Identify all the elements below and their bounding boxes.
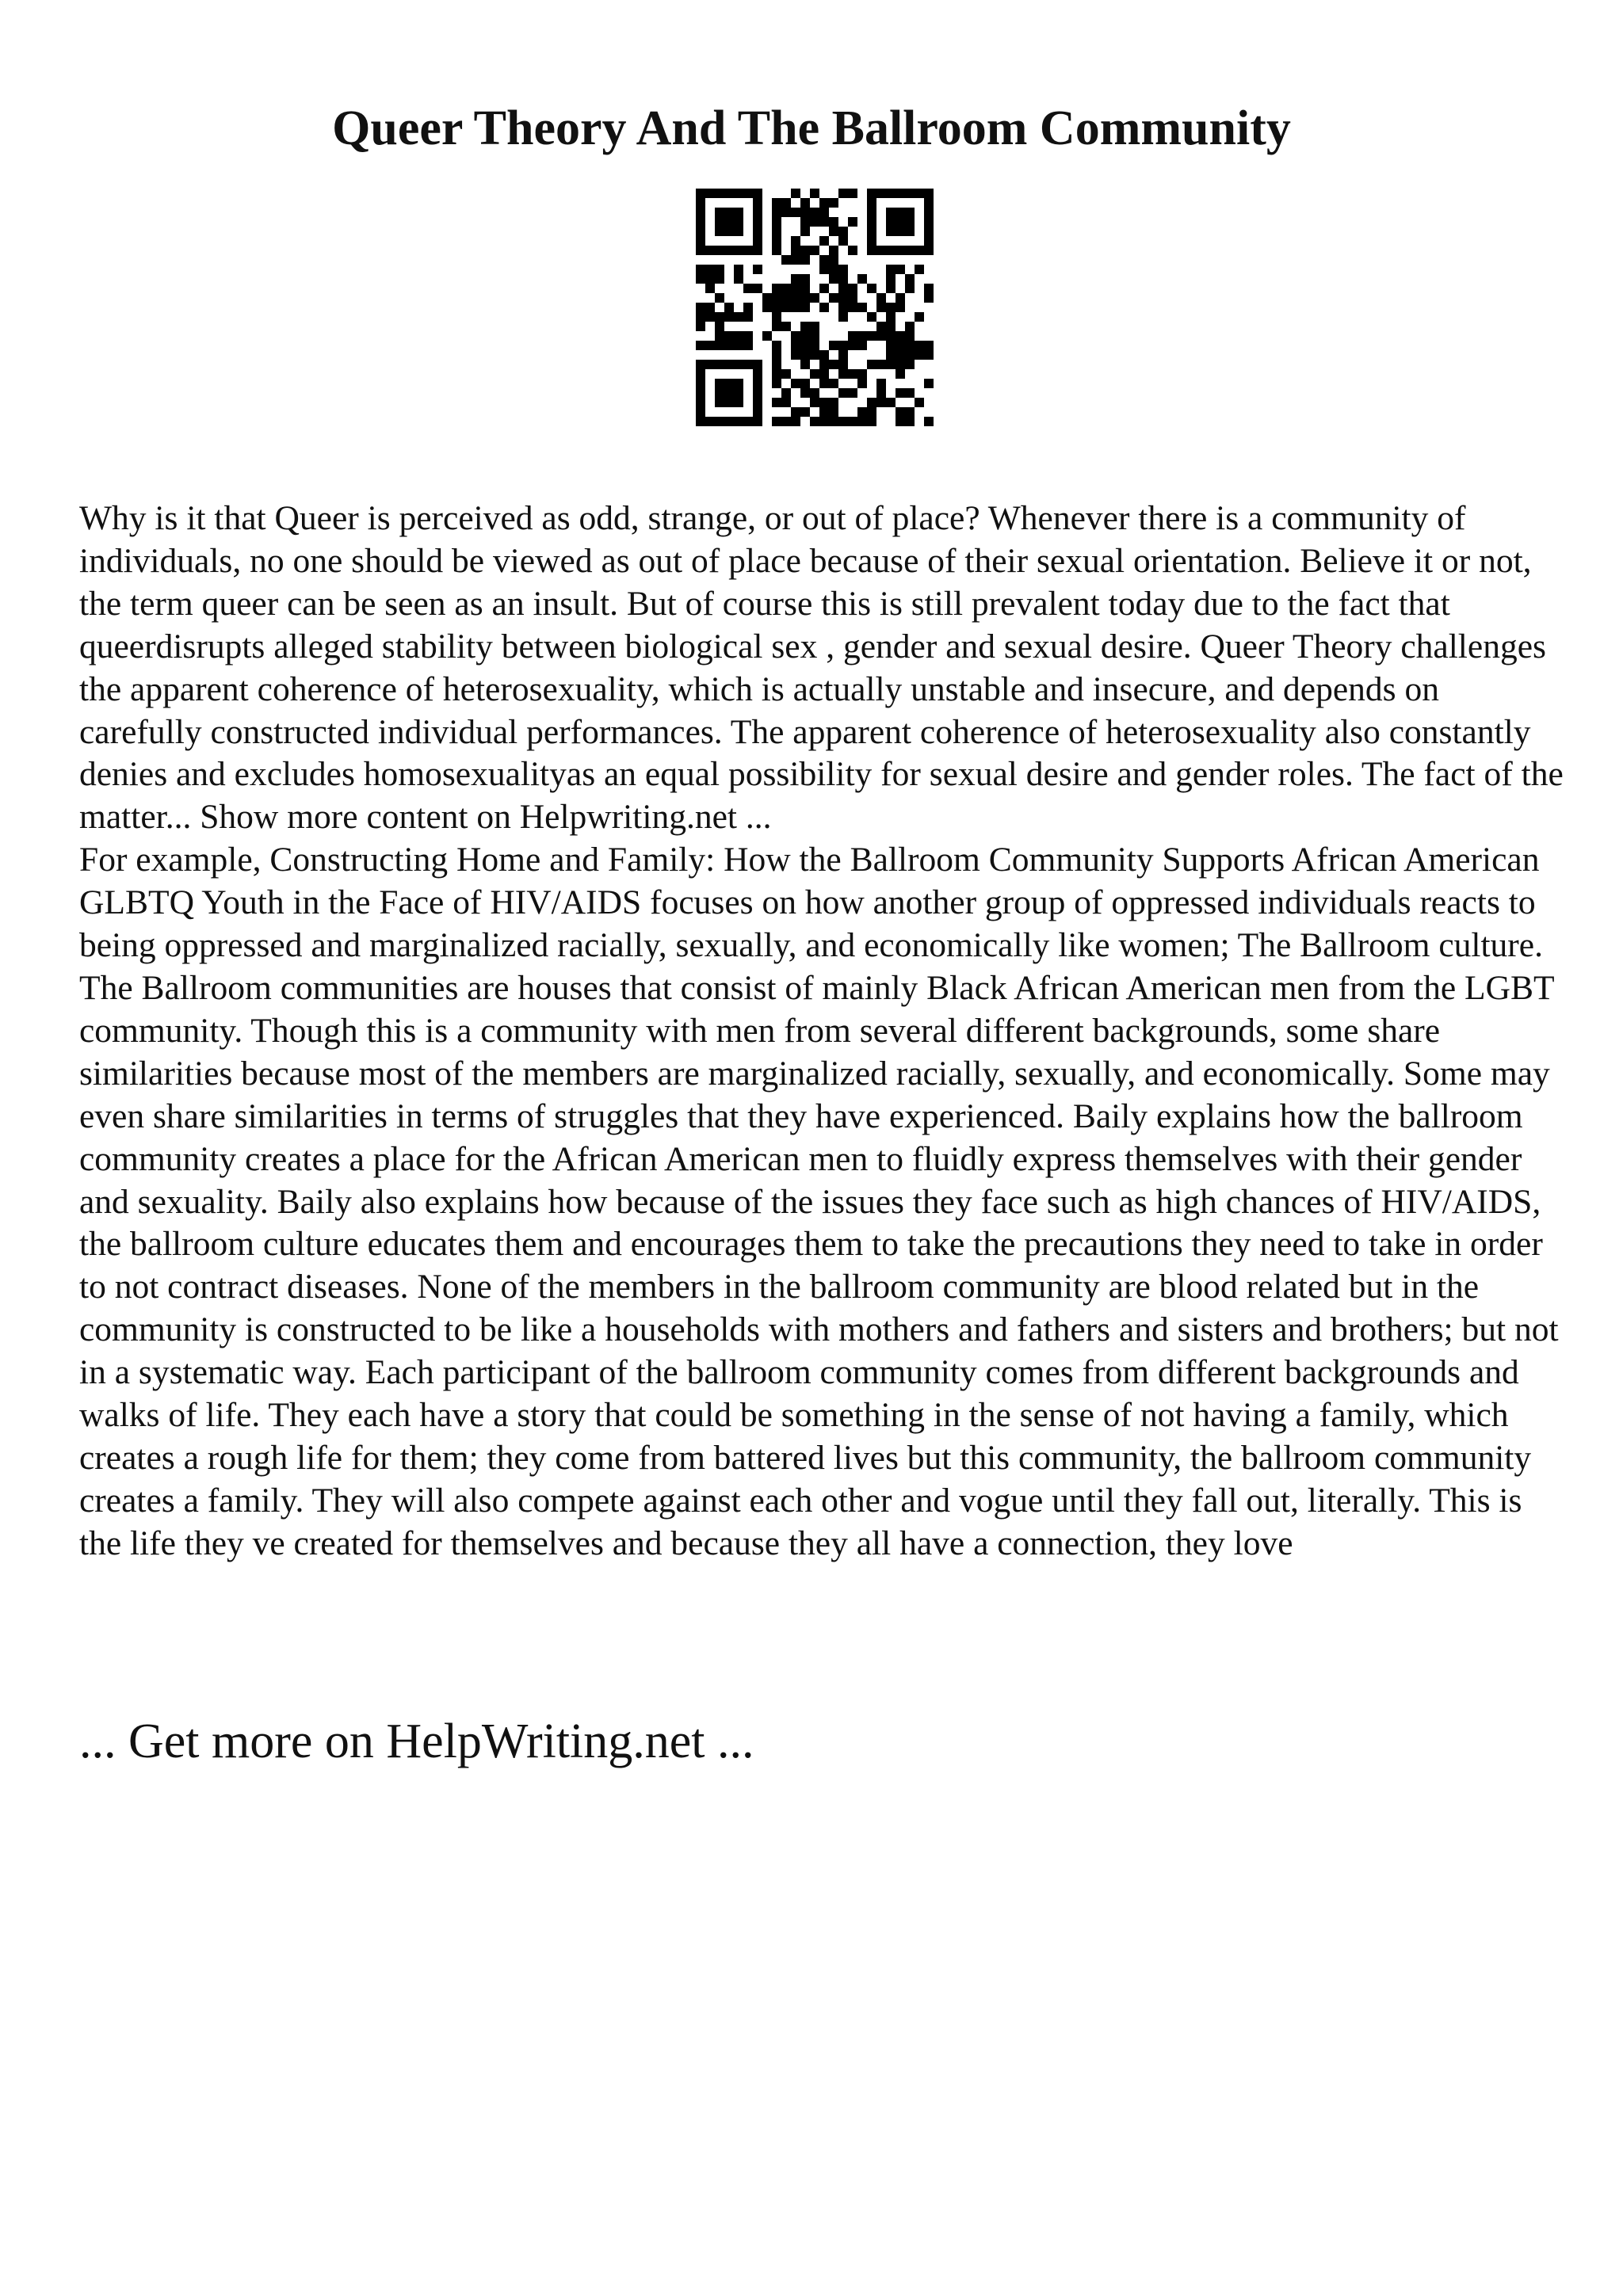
get-more-link[interactable]: ... Get more on HelpWriting.net ... (79, 1714, 754, 1768)
document-title: Queer Theory And The Ballroom Community (332, 101, 1291, 155)
body-text (79, 498, 1569, 1566)
qr-code-icon[interactable] (696, 189, 934, 426)
paragraph-example: For example, Constructing Home and Family: How the Ballroom Community Supports African American GLBTQ Youth in the Face of HIV/AIDS focuses on how another group of oppressed individuals reacts to being oppressed and marginalized racially, sexually, and economically like women; The Ballroom culture. The Ballroom communities are houses that consist of mainly Black African American men from the LGBT community. Though this is a community with men from several different backgrounds, some share similarities because most of the members are marginalized racially, sexually, and economically. Some may even share similarities in terms of struggles that they have experienced. Baily explains how the ballroom community creates a place for the African American men to fluidly express themselves with their gender and sexuality. Baily also explains how because of the issues they face such as high chances of HIV/AIDS, the ballroom culture educates them and encourages them to take the precautions they need to take in order to not contract diseases. None of the members in the ballroom community are blood related but in the community is constructed to be like a households with mothers and fathers and sisters and brothers; but not in a systematic way. Each participant of the ballroom community comes from different backgrounds and walks of life. They each have a story that could be something in the sense of not having a family, which creates a rough life for them; they come from battered lives but this community, the ballroom community creates a family. They will also compete against each other and vogue until they fall out, literally. This is the life they ve created for themselves and because they all have a connection, they love (79, 841, 1559, 1562)
paragraph-intro: Why is it that Queer is perceived as odd, strange, or out of place? Whenever there is a community of individuals, no one should be viewed as out of place because of their sexual orientation. Believe it or not, the term queer can be seen as an insult. But of course this is still prevalent today due to the fact that queerdisrupts alleged stability between biological sex , gender and sexual desire. Queer Theory challenges the apparent coherence of heterosexuality, which is actually unstable and insecure, and depends on carefully constructed individual performances. The apparent coherence of heterosexuality also constantly denies and excludes homosexualityas an equal possibility for sexual desire and gender roles. The fact of the matter... Show more content on Helpwriting.net ... (79, 499, 1564, 837)
